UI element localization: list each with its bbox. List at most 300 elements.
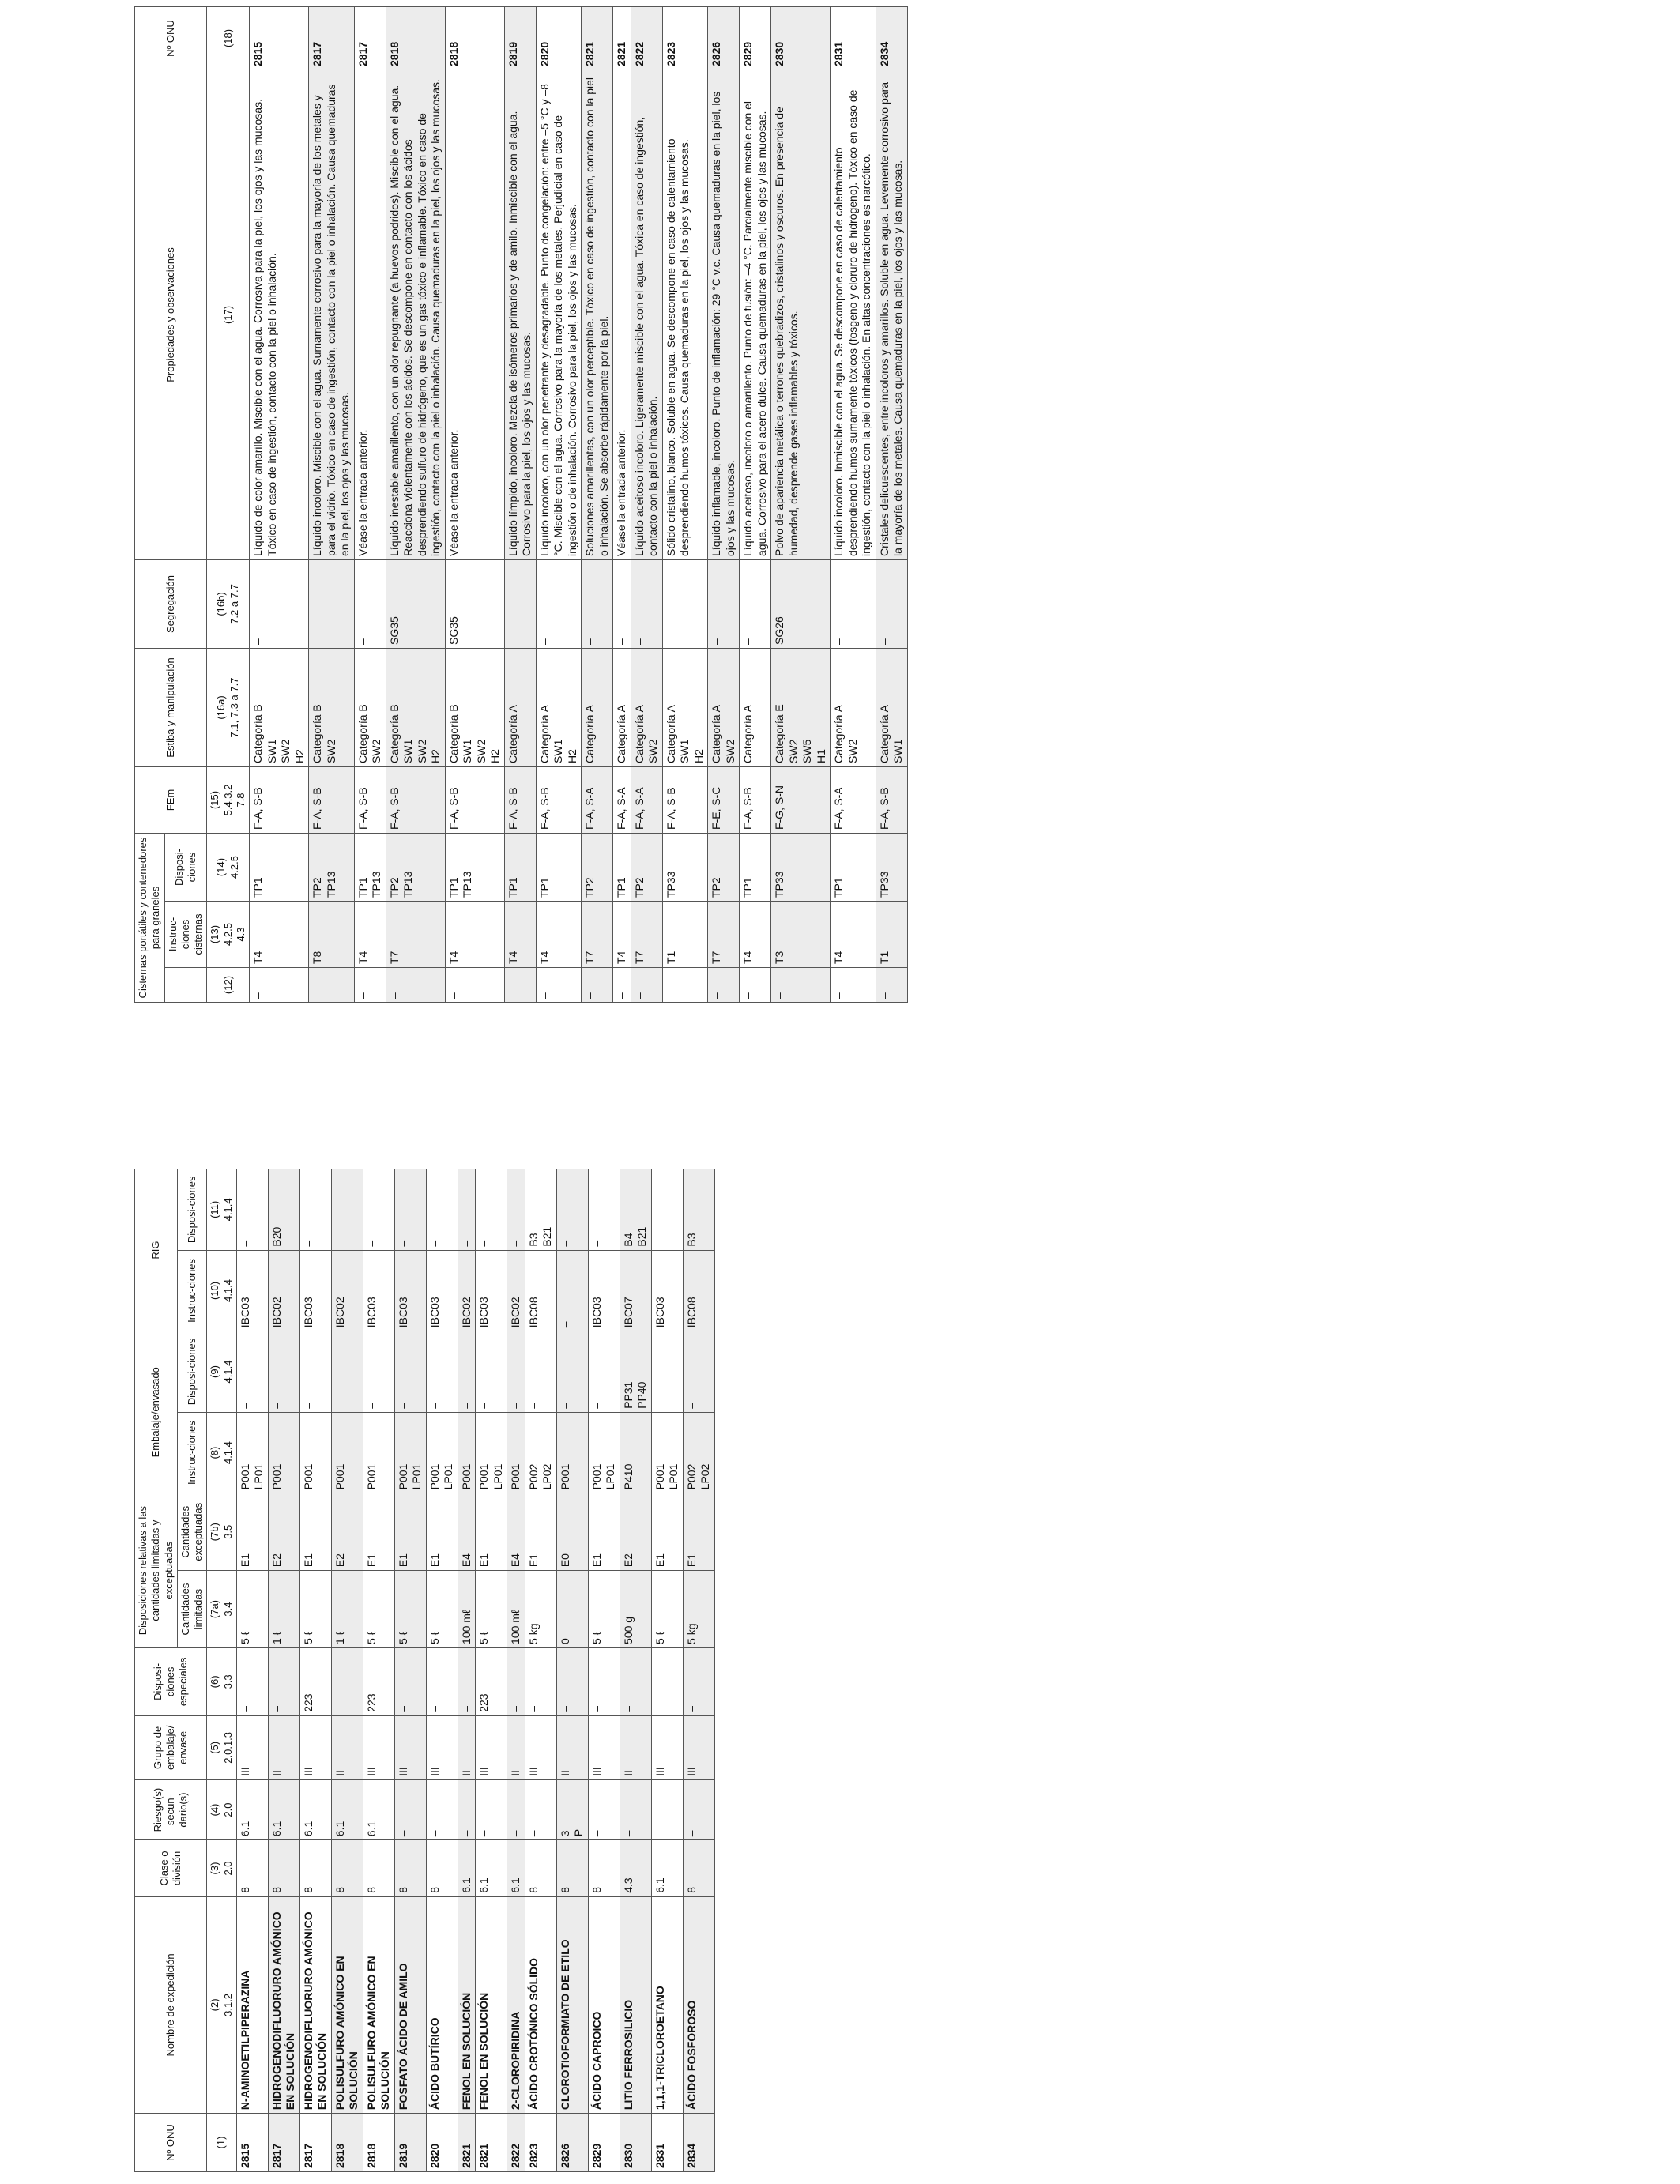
header-excepted: Cantidades exceptuadas (177, 1493, 207, 1571)
table-cell: 1 ℓ (331, 1571, 363, 1648)
table-cell: – (445, 968, 504, 1003)
table-cell: 6.1 (236, 1779, 268, 1839)
table-cell: 6.1 (458, 1840, 476, 1897)
table-cell: Líquido aceitoso incoloro. Ligeramente miscible con el agua. Tóxica en caso de ingestión, contacto con la piel o inhalación. (631, 70, 662, 559)
header-tank-provisions: Disposi-ciones (164, 833, 207, 901)
table-row (268, 1169, 299, 2172)
table-row (394, 1169, 426, 2172)
table-cell: 2820 (536, 6, 582, 70)
table-cell: T8 (309, 902, 355, 968)
table-cell: – (588, 1779, 620, 1839)
table-cell: III (236, 1715, 268, 1779)
table-cell: SG35 (445, 559, 504, 648)
table-cell: – (299, 1331, 331, 1413)
left-dangerous-goods-table (134, 1169, 715, 2172)
table-cell: 5 ℓ (476, 1571, 507, 1648)
table-cell: E1 (394, 1493, 426, 1571)
table-cell: – (683, 1647, 714, 1715)
header-un-no-right: Nº ONU (135, 6, 207, 70)
table-row (236, 1169, 268, 2172)
table-cell: E1 (683, 1493, 714, 1571)
table-cell: TP1 TP13 (445, 833, 504, 901)
table-cell: T3 (771, 902, 831, 968)
table-cell: E4 (507, 1493, 525, 1571)
table-cell: 8 (236, 1840, 268, 1897)
table-cell: IBC02 (458, 1250, 476, 1331)
table-cell: F-A, S-B (662, 766, 708, 833)
table-cell: 2822 (631, 6, 662, 70)
table-cell: 2817 (268, 2114, 299, 2172)
table-cell: – (556, 1169, 588, 1251)
table-cell: T7 (708, 902, 740, 968)
table-cell: IBC03 (363, 1250, 394, 1331)
table-cell: F-G, S-N (771, 766, 831, 833)
table-cell: 2826 (708, 6, 740, 70)
table-cell: TP33 (662, 833, 708, 901)
table-row (582, 6, 613, 1002)
table-cell: Categoría A SW1 H2 (662, 648, 708, 766)
table-cell: – (236, 1169, 268, 1251)
left-table-body (236, 1169, 714, 2172)
header-class: Clase o división (135, 1840, 207, 1897)
column-number: (13) 4.2.5 4.3 (207, 902, 250, 968)
table-cell: T4 (831, 902, 876, 968)
table-cell: IBC08 (683, 1250, 714, 1331)
table-row (620, 1169, 651, 2172)
table-cell: E1 (476, 1493, 507, 1571)
table-cell: Polvo de apariencia metálica o terrones quebradizos, cristalinos y oscuros. En presencia de humedad, desprende gases inflamables y tóxicos. (771, 70, 831, 559)
table-cell: E1 (525, 1493, 556, 1571)
column-number: (5) 2.0.1.3 (207, 1715, 237, 1779)
table-cell: – (588, 1647, 620, 1715)
table-cell: 223 (299, 1647, 331, 1715)
table-cell: F-A, S-B (876, 766, 907, 833)
table-cell: II (620, 1715, 651, 1779)
table-cell: III (394, 1715, 426, 1779)
table-cell: TP2 TP13 (386, 833, 445, 901)
header-special-provisions: Disposi-ciones especiales (135, 1647, 207, 1715)
table-cell: 3 P (556, 1779, 588, 1839)
table-cell: 6.1 (363, 1779, 394, 1839)
table-row (386, 6, 445, 1002)
column-number: (12) (207, 968, 250, 1003)
table-cell: Categoría A SW2 (631, 648, 662, 766)
table-cell: TP1 (536, 833, 582, 901)
table-cell: – (525, 1647, 556, 1715)
table-cell: II (268, 1715, 299, 1779)
table-cell: 100 mℓ (458, 1571, 476, 1648)
header-stowage: Estiba y manipulación (135, 648, 207, 766)
table-cell: N-AMINOETILPIPERAZINA (236, 1896, 268, 2113)
table-row (588, 1169, 620, 2172)
table-cell: F-E, S-C (708, 766, 740, 833)
table-cell: 2817 (354, 6, 386, 70)
table-cell: – (831, 968, 876, 1003)
table-cell: – (426, 1169, 458, 1251)
header-tanks: Cisternas portátiles y contenedores para graneles (135, 833, 165, 1002)
table-cell: Categoría A (582, 648, 613, 766)
table-cell: E1 (651, 1493, 683, 1571)
table-cell: – (394, 1779, 426, 1839)
table-cell: ÁCIDO CROTÓNICO SÓLIDO (525, 1896, 556, 2113)
table-cell: – (740, 559, 771, 648)
table-cell: P001 LP01 (236, 1412, 268, 1493)
table-cell: – (458, 1647, 476, 1715)
table-cell: – (331, 1331, 363, 1413)
table-cell: 2834 (876, 6, 907, 70)
table-cell: – (683, 1331, 714, 1413)
table-cell: TP2 (582, 833, 613, 901)
table-cell: P002 LP02 (683, 1412, 714, 1493)
table-cell: CLOROTIOFORMIATO DE ETILO (556, 1896, 588, 2113)
table-cell: – (620, 1647, 651, 1715)
table-cell: 223 (476, 1647, 507, 1715)
table-cell: 5 ℓ (394, 1571, 426, 1648)
table-cell: E1 (588, 1493, 620, 1571)
header-limited: Cantidades limitadas (177, 1571, 207, 1648)
table-cell: 8 (268, 1840, 299, 1897)
header-ibc-provisions: Disposi-ciones (177, 1169, 207, 1251)
table-cell: – (507, 1331, 525, 1413)
table-cell: Categoría B SW2 (354, 648, 386, 766)
column-number: (2) 3.1.2 (207, 1896, 237, 2113)
table-cell: 5 kg (525, 1571, 556, 1648)
table-cell: F-A, S-A (613, 766, 631, 833)
table-cell: E2 (620, 1493, 651, 1571)
table-cell: B3 B21 (525, 1169, 556, 1251)
table-cell: – (631, 968, 662, 1003)
table-cell: IBC03 (299, 1250, 331, 1331)
table-cell: 2820 (426, 2114, 458, 2172)
table-cell: TP1 TP13 (354, 833, 386, 901)
table-cell: Categoría B SW1 SW2 H2 (386, 648, 445, 766)
table-cell: ÁCIDO CAPROICO (588, 1896, 620, 2113)
table-cell: 8 (299, 1840, 331, 1897)
table-cell: – (507, 1647, 525, 1715)
table-cell: 2821 (458, 2114, 476, 2172)
header-packing-instructions: Instruc-ciones (177, 1412, 207, 1493)
table-cell: P001 (458, 1412, 476, 1493)
table-cell: – (236, 1331, 268, 1413)
column-number: (8) 4.1.4 (207, 1412, 237, 1493)
table-cell: TP33 (771, 833, 831, 901)
table-cell: E4 (458, 1493, 476, 1571)
table-cell: – (331, 1647, 363, 1715)
table-cell: F-A, S-B (504, 766, 536, 833)
table-cell: II (556, 1715, 588, 1779)
table-cell: 4.3 (620, 1840, 651, 1897)
table-cell: 6.1 (507, 1840, 525, 1897)
table-cell: – (299, 1169, 331, 1251)
table-cell: Categoría A SW1 H2 (536, 648, 582, 766)
table-cell: – (556, 1331, 588, 1413)
table-cell: Líquido incoloro. Miscible con el agua. Sumamente corrosivo para la mayoría de los metales y para el vidrio. Tóxico en caso de ingestión, contacto con la piel o inhalación. Causa quemaduras en la piel, los ojos y las mucosas. (309, 70, 355, 559)
table-cell: IBC08 (525, 1250, 556, 1331)
table-cell: III (363, 1715, 394, 1779)
table-cell: 8 (588, 1840, 620, 1897)
header-tank-instructions: Instruc-ciones cisternas (164, 902, 207, 968)
header-segregation: Segregación (135, 559, 207, 648)
table-cell: P001 LP01 (476, 1412, 507, 1493)
table-cell: P001 (363, 1412, 394, 1493)
table-cell: 0 (556, 1571, 588, 1648)
table-cell: 2815 (236, 2114, 268, 2172)
column-number: (9) 4.1.4 (207, 1331, 237, 1413)
table-cell: T4 (536, 902, 582, 968)
table-cell: – (476, 1169, 507, 1251)
table-row (708, 6, 740, 1002)
table-row (445, 6, 504, 1002)
table-cell: Categoría A SW2 (708, 648, 740, 766)
column-number: (7b) 3.5 (207, 1493, 237, 1571)
table-cell: – (651, 1647, 683, 1715)
table-cell: IBC02 (507, 1250, 525, 1331)
table-cell: Sólido cristalino, blanco. Soluble en agua. Se descompone en caso de calentamiento desprendiendo humos tóxicos. Causa quemaduras en la piel, los ojos y las mucosas. (662, 70, 708, 559)
table-cell: 5 kg (683, 1571, 714, 1648)
table-cell: T1 (876, 902, 907, 968)
column-number: (6) 3.3 (207, 1647, 237, 1715)
table-row (250, 6, 309, 1002)
table-cell: 2829 (588, 2114, 620, 2172)
table-row (299, 1169, 331, 2172)
table-cell: – (354, 559, 386, 648)
header-packing: Embalaje/envasado (135, 1331, 178, 1493)
table-cell: TP2 (708, 833, 740, 901)
table-cell: – (354, 968, 386, 1003)
table-cell: 5 ℓ (236, 1571, 268, 1648)
table-cell: TP1 (740, 833, 771, 901)
table-cell: E1 (299, 1493, 331, 1571)
table-cell: F-A, S-B (445, 766, 504, 833)
table-cell: 2819 (394, 2114, 426, 2172)
table-cell: III (476, 1715, 507, 1779)
table-cell: 2826 (556, 2114, 588, 2172)
table-cell: P001 LP01 (394, 1412, 426, 1493)
table-cell: IBC02 (268, 1250, 299, 1331)
table-cell: 2830 (771, 6, 831, 70)
table-cell: Categoría A SW2 (831, 648, 876, 766)
column-number: (11) 4.1.4 (207, 1169, 237, 1251)
table-cell: T7 (386, 902, 445, 968)
table-cell: B3 (683, 1169, 714, 1251)
table-cell: Véase la entrada anterior. (354, 70, 386, 559)
table-cell: 2829 (740, 6, 771, 70)
table-cell: Categoría A SW1 (876, 648, 907, 766)
header-limited-excepted: Disposiciones relativas a las cantidades limitadas y exceptuadas (135, 1493, 178, 1648)
table-cell: T4 (250, 902, 309, 968)
table-cell: E1 (236, 1493, 268, 1571)
table-cell: 6.1 (331, 1779, 363, 1839)
table-cell: – (386, 968, 445, 1003)
table-cell: P001 (507, 1412, 525, 1493)
table-cell: E2 (331, 1493, 363, 1571)
table-cell: – (394, 1647, 426, 1715)
table-cell: – (631, 559, 662, 648)
header-properties: Propiedades y observaciones (135, 70, 207, 559)
table-cell: T7 (582, 902, 613, 968)
table-row (354, 6, 386, 1002)
table-cell: – (426, 1647, 458, 1715)
table-cell: TP2 TP13 (309, 833, 355, 901)
table-row (426, 1169, 458, 2172)
table-cell: – (426, 1331, 458, 1413)
table-cell: TP2 (631, 833, 662, 901)
table-cell: III (683, 1715, 714, 1779)
table-cell: 8 (394, 1840, 426, 1897)
header-packing-group: Grupo de embalaje/ envase (135, 1715, 207, 1779)
right-dangerous-goods-table (134, 6, 908, 1003)
table-cell: F-A, S-A (631, 766, 662, 833)
table-cell: 2823 (662, 6, 708, 70)
table-cell: Líquido inestable amarillento, con un olor repugnante (a huevos podridos). Miscible con el agua. Reacciona violentamente con los ácidos. Se descompone en contacto con los ácidos desprendiendo sulfuro de hidrógeno, que es un gas tóxico e inflamable. Tóxico en caso de ingestión, contacto con la piel o inhalación. Causa quemaduras en la piel, los ojos y las mucosas. (386, 70, 445, 559)
table-cell: III (525, 1715, 556, 1779)
table-row (504, 6, 536, 1002)
table-cell: – (476, 1331, 507, 1413)
table-cell: – (394, 1169, 426, 1251)
table-cell: 5 ℓ (363, 1571, 394, 1648)
table-cell: 2-CLOROPIRIDINA (507, 1896, 525, 2113)
table-cell: Véase la entrada anterior. (445, 70, 504, 559)
table-cell: ÁCIDO FOSFOROSO (683, 1896, 714, 2113)
table-cell: T4 (740, 902, 771, 968)
table-cell: 2831 (831, 6, 876, 70)
table-cell: F-A, S-B (386, 766, 445, 833)
table-cell: 2819 (504, 6, 536, 70)
table-cell: – (708, 968, 740, 1003)
table-cell: – (525, 1331, 556, 1413)
table-cell: 6.1 (268, 1779, 299, 1839)
table-cell: 6.1 (476, 1840, 507, 1897)
table-cell: IBC03 (651, 1250, 683, 1331)
table-cell: 2822 (507, 2114, 525, 2172)
table-cell: Categoría B SW1 SW2 H2 (445, 648, 504, 766)
table-cell: P002 LP02 (525, 1412, 556, 1493)
table-cell: Categoría A (504, 648, 536, 766)
table-row (771, 6, 831, 1002)
table-row (309, 6, 355, 1002)
table-cell: – (476, 1779, 507, 1839)
table-cell: – (620, 1779, 651, 1839)
table-cell: 6.1 (299, 1779, 331, 1839)
header-ibc: RIG (135, 1169, 178, 1331)
table-cell: TP1 (250, 833, 309, 901)
table-cell: 8 (426, 1840, 458, 1897)
table-cell: 2818 (363, 2114, 394, 2172)
table-cell: Líquido inflamable, incoloro. Punto de inflamación: 29 °C v.c. Causa quemaduras en la piel, los ojos y las mucosas. (708, 70, 740, 559)
table-cell: F-A, S-A (831, 766, 876, 833)
column-number-row (207, 6, 250, 1002)
table-cell: Soluciones amarillentas, con un olor perceptible. Tóxico en caso de ingestión, contacto con la piel o inhalación. Se absorbe rápidamente por la piel. (582, 70, 613, 559)
table-cell: – (662, 559, 708, 648)
header-subrisk: Riesgo(s) secun-dario(s) (135, 1779, 207, 1839)
table-cell: B20 (268, 1169, 299, 1251)
table-cell: PP31 PP40 (620, 1331, 651, 1413)
table-row (631, 6, 662, 1002)
table-cell: 1,1,1-TRICLOROETANO (651, 1896, 683, 2113)
table-cell: – (536, 559, 582, 648)
column-number: (18) (207, 6, 250, 70)
table-cell: 5 ℓ (588, 1571, 620, 1648)
table-cell: T4 (504, 902, 536, 968)
table-cell: SG35 (386, 559, 445, 648)
table-cell: HIDROGENODIFLUORURO AMÓNICO EN SOLUCIÓN (268, 1896, 299, 2113)
table-cell: LITIO FERROSILICIO (620, 1896, 651, 2113)
table-cell: E1 (426, 1493, 458, 1571)
table-cell: P001 (299, 1412, 331, 1493)
table-cell: SG26 (771, 559, 831, 648)
table-cell: – (740, 968, 771, 1003)
table-cell: ÁCIDO BUTÍRICO (426, 1896, 458, 2113)
table-cell: 2821 (476, 2114, 507, 2172)
table-cell: Véase la entrada anterior. (613, 70, 631, 559)
table-cell: Categoría A (740, 648, 771, 766)
table-cell: 8 (525, 1840, 556, 1897)
header-un-no: Nº ONU (135, 2114, 207, 2172)
table-cell: – (394, 1331, 426, 1413)
table-cell: 2821 (613, 6, 631, 70)
table-cell: F-A, S-B (740, 766, 771, 833)
table-cell: – (309, 968, 355, 1003)
table-cell: III (588, 1715, 620, 1779)
table-cell: 2817 (309, 6, 355, 70)
table-cell: P001 LP01 (651, 1412, 683, 1493)
table-cell: IBC02 (331, 1250, 363, 1331)
column-number: (1) (207, 2114, 237, 2172)
table-cell: – (268, 1331, 299, 1413)
table-cell: III (299, 1715, 331, 1779)
table-cell: – (588, 1169, 620, 1251)
table-row (331, 1169, 363, 2172)
table-cell: – (683, 1779, 714, 1839)
table-cell: – (250, 559, 309, 648)
column-number: (7a) 3.4 (207, 1571, 237, 1648)
table-cell: – (613, 968, 631, 1003)
table-cell: B4 B21 (620, 1169, 651, 1251)
table-cell: – (236, 1647, 268, 1715)
table-cell: – (708, 559, 740, 648)
column-number: (16b) 7.2 a 7.7 (207, 559, 250, 648)
table-cell: Categoría B SW1 SW2 H2 (250, 648, 309, 766)
table-cell: P410 (620, 1412, 651, 1493)
table-cell: 8 (683, 1840, 714, 1897)
table-cell: 2830 (620, 2114, 651, 2172)
table-cell: – (250, 968, 309, 1003)
table-cell: – (771, 968, 831, 1003)
table-cell: POLISULFURO AMÓNICO EN SOLUCIÓN (363, 1896, 394, 2113)
table-row (556, 1169, 588, 2172)
table-cell: – (662, 968, 708, 1003)
table-cell: P001 (556, 1412, 588, 1493)
column-number: (14) 4.2.5 (207, 833, 250, 901)
table-cell: III (426, 1715, 458, 1779)
table-cell: III (651, 1715, 683, 1779)
table-cell: – (426, 1779, 458, 1839)
table-cell: – (556, 1647, 588, 1715)
table-cell: 2818 (331, 2114, 363, 2172)
column-number: (16a) 7.1, 7.3 a 7.7 (207, 648, 250, 766)
table-cell: IBC03 (588, 1250, 620, 1331)
table-cell: T4 (354, 902, 386, 968)
table-cell: 6.1 (651, 1840, 683, 1897)
table-row (363, 1169, 394, 2172)
table-cell: Líquido incoloro, con un olor penetrante y desagradable. Punto de congelación: entre –5 °C y –8 °C. Miscible con el agua. Corrosivo para la mayoría de los metales. Perjudicial en caso de ingestión o de inhalación. Corrosivo para la piel, los ojos y las mucosas. (536, 70, 582, 559)
table-cell: IBC03 (426, 1250, 458, 1331)
table-cell: – (582, 559, 613, 648)
table-cell: 2823 (525, 2114, 556, 2172)
table-cell: – (363, 1331, 394, 1413)
table-cell: Líquido límpido, incoloro. Mezcla de isómeros primarios y de amilo. Inmiscible con el agua. Corrosivo para la piel, los ojos y las mucosas. (504, 70, 536, 559)
table-cell: FENOL EN SOLUCIÓN (476, 1896, 507, 2113)
